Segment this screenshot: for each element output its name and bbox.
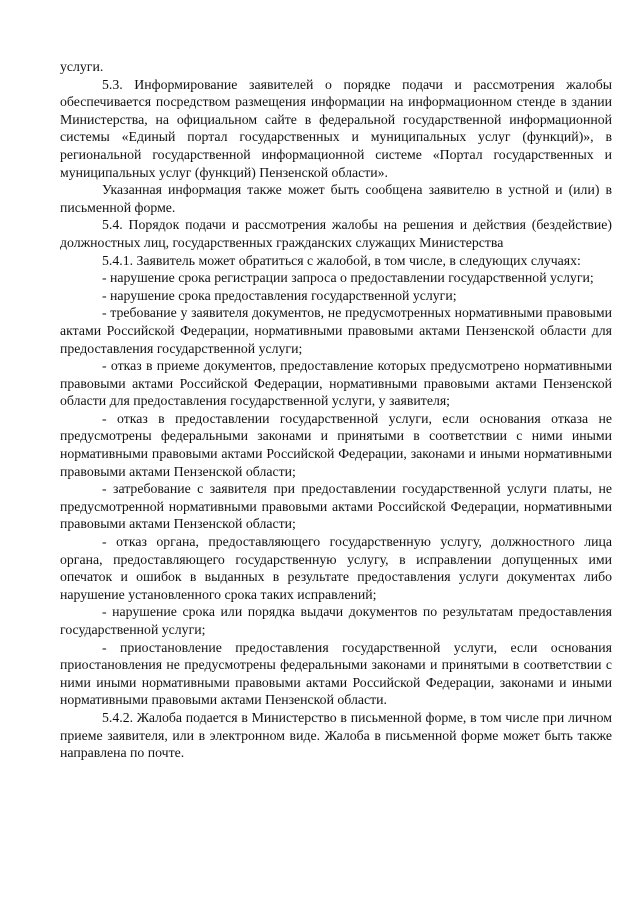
list-item-service-term-violation: - нарушение срока предоставления государственной услуги;: [102, 287, 457, 303]
paragraph-continuation: услуги.: [60, 59, 104, 74]
paragraph-5-3: 5.3. Информирование заявителей о порядке подачи и рассмотрения жалобы обеспечивается посредством размещения информации на информационном стенде в здании Министерства, на официальном сайте в федеральной государственной информационной системы «Единый портал государственных и муниципальных услуг (функций)», в региональной государственной информационной системе «Портал государственных и муниципальных услуг (функций) Пензенской области».: [60, 76, 612, 180]
paragraph-info-form: Указанная информация также может быть сообщена заявителю в устной и (или) в письменной форме.: [60, 182, 612, 215]
list-item-correction-refusal: - отказ органа, предоставляющего государственную услугу, должностного лица органа, предоставляющего государственную услугу, в исправлении допущенных ими опечаток и ошибок в выданных в результате предоставления услуги документах либо нарушение установленного срока таких исправлений;: [60, 534, 612, 602]
list-item-suspension: - приостановление предоставления государственной услуги, если основания приостановления не предусмотрены федеральными законами и принятыми в соответствии с ними иными нормативными правовыми актами Российской Федерации, законами и иными нормативными правовыми актами Пензенской области.: [60, 639, 612, 708]
paragraph-5-4-2: 5.4.2. Жалоба подается в Министерство в письменной форме, в том числе при личном приеме заявителя, или в электронном виде. Жалоба в письменной форме может быть также направлена по почте.: [60, 709, 612, 761]
paragraph-5-4: 5.4. Порядок подачи и рассмотрения жалобы на решения и действия (бездействие) должностных лиц, государственных гражданских служащих Министерства: [60, 217, 612, 250]
list-item-registration-violation: - нарушение срока регистрации запроса о предоставлении государственной услуги;: [102, 270, 594, 286]
list-item-refusal-documents: - отказ в приеме документов, предоставление которых предусмотрено нормативными правовыми актами Российской Федерации, нормативными правовыми актами Пензенской области для предоставления государственной услуги, у заявителя;: [60, 358, 612, 409]
list-item-extra-documents: - требование у заявителя документов, не предусмотренных нормативными правовыми актами Российской Федерации, нормативными правовыми актами Пензенской области для предоставления государственной услуги;: [60, 305, 612, 356]
list-item-fee-demand: - затребование с заявителя при предоставлении государственной услуги платы, не предусмотренной нормативными правовыми актами Российской Федерации, нормативными правовыми актами Пензенской области;: [60, 481, 612, 532]
document-page: [60, 58, 612, 762]
paragraph-5-4-1: 5.4.1. Заявитель может обратиться с жалобой, в том числе, в следующих случаях:: [102, 252, 581, 268]
list-item-delivery-violation: - нарушение срока или порядка выдачи документов по результатам предоставления государственной услуги;: [60, 604, 612, 637]
list-item-refusal-service: - отказ в предоставлении государственной услуги, если основания отказа не предусмотрены федеральными законами и принятыми в соответствии с ними иными нормативными правовыми актами Российской Федерации, законами и иными нормативными правовыми актами Пензенской области;: [60, 410, 612, 479]
